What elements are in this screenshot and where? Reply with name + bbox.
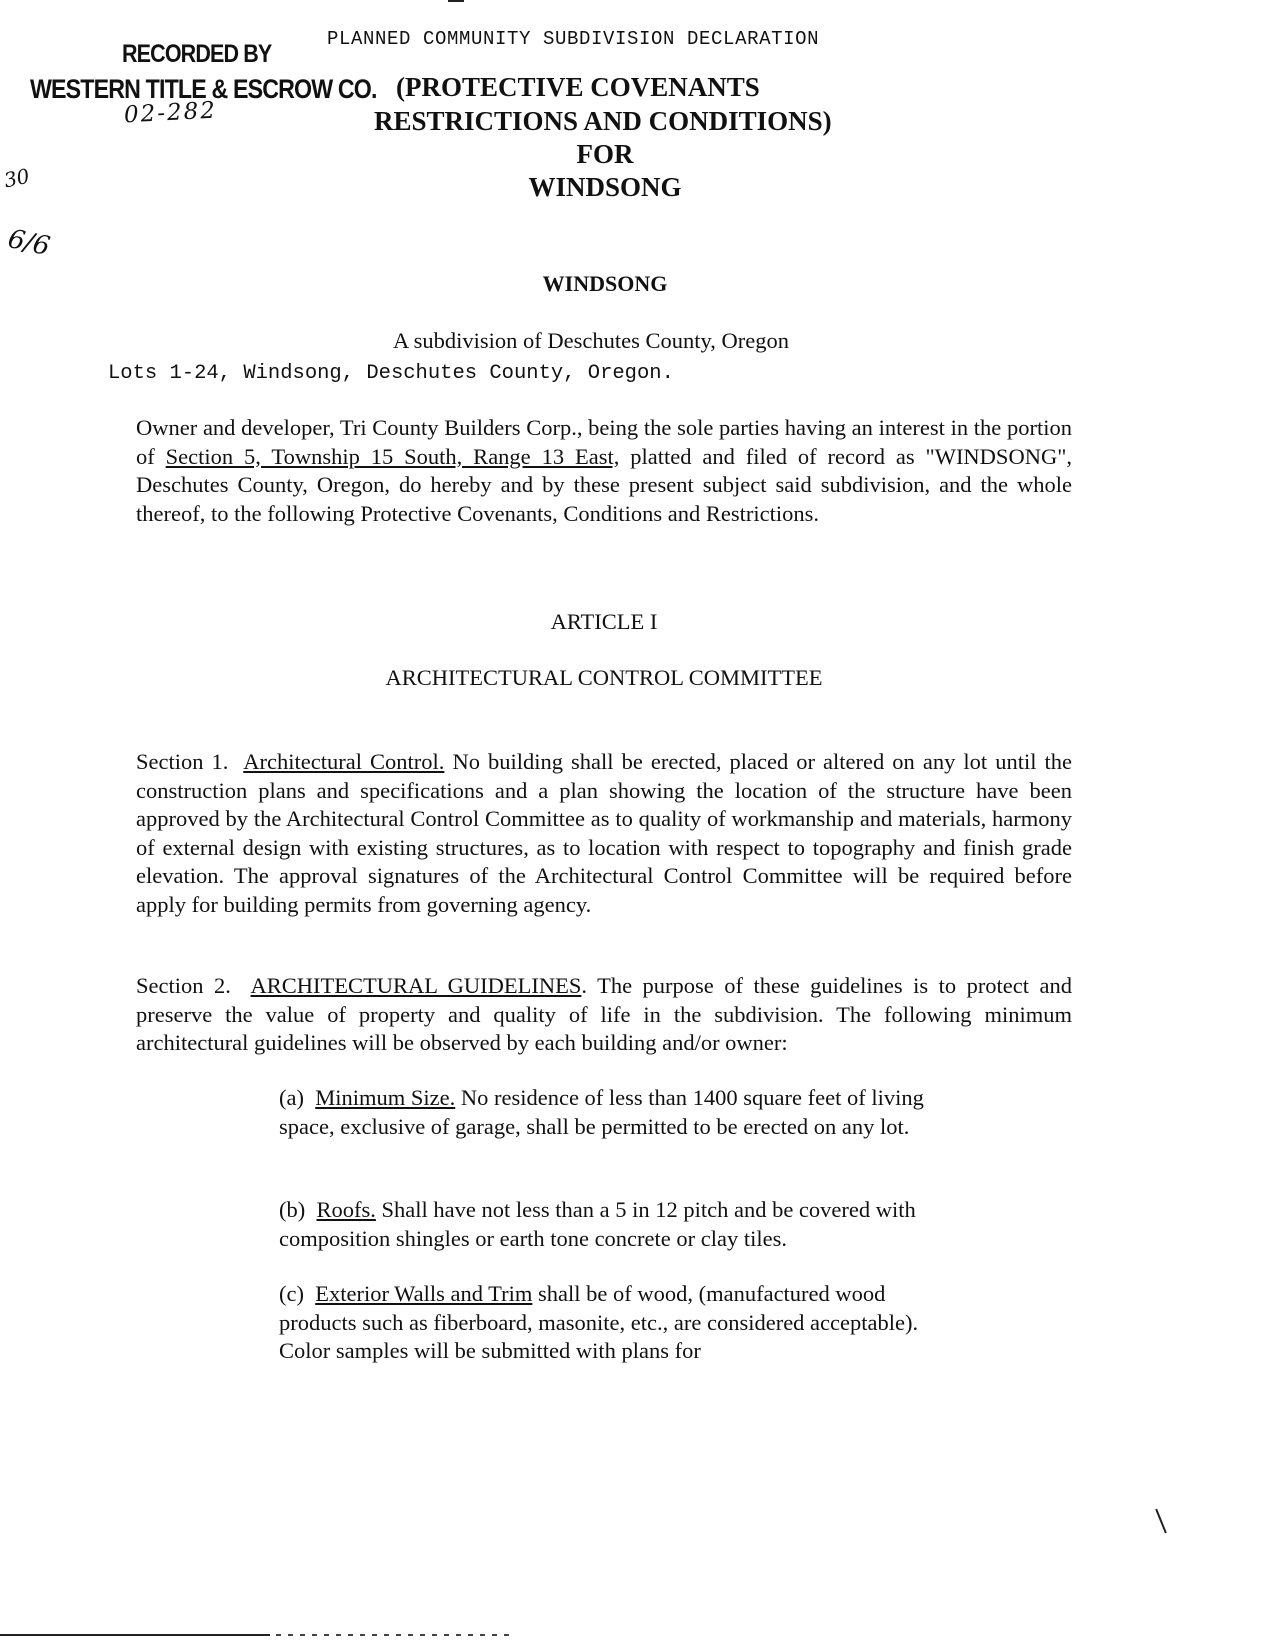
article-number: ARTICLE I (550, 609, 658, 634)
guideline-a-body: No residence of less than 1400 square feet of living space, exclusive of garage, shall be permitted to be erected on any lot. (279, 1085, 924, 1139)
declaration-header: PLANNED COMMUNITY SUBDIVISION DECLARATION (327, 28, 820, 50)
location-line: A subdivision of Deschutes County, Oregon (393, 328, 790, 353)
guideline-b-letter: (b) (279, 1197, 306, 1222)
section-1 (136, 748, 1072, 919)
title-line-3: FOR (576, 139, 634, 169)
scan-line-bottom (0, 1634, 270, 1636)
record-number-handwritten: 02-282 (123, 97, 218, 129)
scan-mark-right (1155, 1509, 1167, 1534)
guideline-a (279, 1084, 929, 1141)
guideline-b-title: Roofs. (316, 1197, 376, 1222)
guideline-c-title: Exterior Walls and Trim (315, 1281, 533, 1306)
guideline-c-body: shall be of wood, (manufactured wood products such as fiberboard, masonite, etc., are considered acceptable). Color samples will be submitted with plans for (279, 1281, 919, 1363)
guideline-a-title: Minimum Size. (315, 1085, 456, 1110)
guideline-c-letter: (c) (279, 1281, 304, 1306)
margin-mark-2: 6/6 (5, 223, 53, 263)
title-line-2: RESTRICTIONS AND CONDITIONS) (374, 106, 832, 136)
guideline-b-body: Shall have not less than a 5 in 12 pitch and be covered with composition shingles or earth tone concrete or clay tiles. (279, 1197, 916, 1251)
margin-mark-1: 30 (1, 163, 32, 193)
scan-mark-top (448, 0, 464, 2)
article-heading: ARCHITECTURAL CONTROL COMMITTEE (385, 665, 823, 690)
guideline-a-letter: (a) (279, 1085, 304, 1110)
intro-paragraph (136, 414, 1072, 528)
guideline-c (279, 1280, 929, 1366)
lots-line: Lots 1-24, Windsong, Deschutes County, Oregon. (108, 362, 674, 385)
section-2 (136, 972, 1072, 1058)
scan-dots-bottom (276, 1634, 516, 1636)
intro-text-before: Owner and developer, Tri County Builders Corp., being the sole parties having an interest in the portion of (136, 415, 1072, 469)
section-2-body: . The purpose of these guidelines is to protect and preserve the value of property and quality of life in the subdivision. The following minimum architectural guidelines will be observed by each building and/or owner: (136, 973, 1072, 1055)
section-2-title: ARCHITECTURAL GUIDELINES (250, 973, 582, 998)
guideline-b (279, 1196, 929, 1253)
section-1-body: No building shall be erected, placed or altered on any lot until the construction plans and specifications and a plan showing the location of the structure have been approved by the Architectural Control Committee as to quality of workmanship and materials, harmony of external design with existing structures, as to location with respect to topography and finish grade elevation. The approval signatures of the Architectural Control Committee will be required before apply for building permits from governing agency. (136, 749, 1072, 917)
intro-legal-description: Section 5, Township 15 South, Range 13 East, (165, 443, 620, 469)
title-line-4: WINDSONG (528, 172, 682, 202)
section-1-title: Architectural Control. (243, 749, 445, 774)
subtitle: WINDSONG (542, 271, 668, 296)
title-line-1: (PROTECTIVE COVENANTS (396, 72, 760, 102)
recorded-by-stamp: RECORDED BY (122, 40, 272, 68)
section-1-label: Section 1. (136, 749, 229, 774)
section-2-label: Section 2. (136, 973, 231, 998)
recorder-stamp: WESTERN TITLE & ESCROW CO. (30, 74, 377, 104)
intro-text-after: platted and filed of record as "WINDSONG", Deschutes County, Oregon, do hereby and by these present subject said subdivision, and the whole thereof, to the following Protective Covenants, Conditions and Restrictions. (136, 443, 1072, 526)
